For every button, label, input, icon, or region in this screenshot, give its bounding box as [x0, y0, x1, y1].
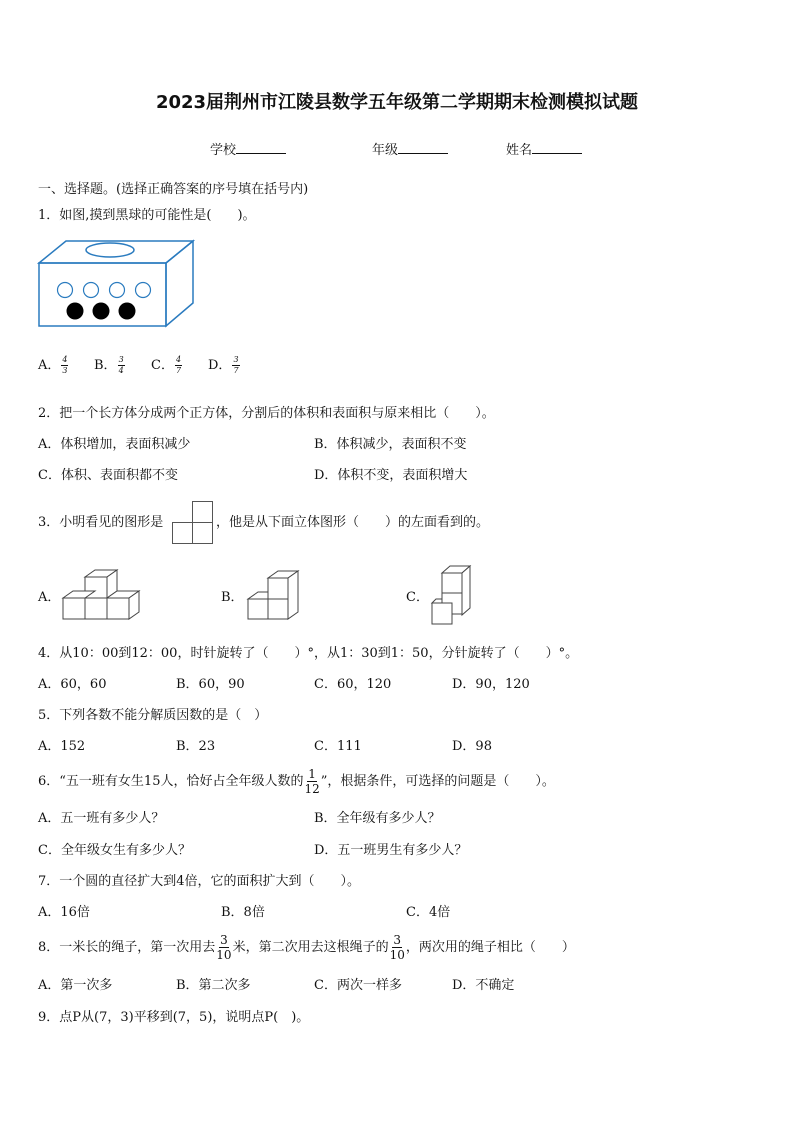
q8-option-b[interactable]: B．第二次多 — [176, 978, 251, 993]
question-7: 7．一个圆的直径扩大到4倍，它的面积扩大到（ ）。 — [38, 874, 361, 889]
q8-option-d[interactable]: D．不确定 — [452, 978, 515, 993]
question-3-part-b: ，他是从下面立体图形（ ）的左面看到的。 — [216, 515, 490, 530]
q8-option-c[interactable]: C．两次一样多 — [314, 978, 402, 993]
q1-option-a[interactable]: A． $\frac{4}{3}$ — [38, 355, 68, 375]
q4-option-d[interactable]: D．90，120 — [452, 677, 530, 692]
section-heading: 一、选择题。(选择正确答案的序号填在括号内) — [38, 182, 309, 197]
q5-option-a[interactable]: A．152 — [38, 739, 86, 754]
q2-option-b[interactable]: B．体积减少，表面积不变 — [314, 437, 467, 452]
school-blank[interactable] — [236, 141, 286, 154]
question-8: 8．一米长的绳子，第一次用去 $\frac{3}{10}$ 米，第二次用去这根绳子的 $\frac{3}{10}$ ，两次用的绳子相比（ ） — [38, 933, 575, 962]
q7-option-c[interactable]: C．4倍 — [406, 905, 451, 920]
q7-option-b[interactable]: B．8倍 — [221, 905, 265, 920]
fraction: $\frac{1}{12}$ — [304, 767, 320, 796]
question-9: 9．点P从(7，3)平移到(7，5)，说明点P( )。 — [38, 1010, 310, 1025]
q3-option-b[interactable]: B． — [221, 590, 244, 605]
question-1: 1．如图,摸到黑球的可能性是( )。 — [38, 208, 256, 223]
q3-option-a[interactable]: A． — [38, 590, 61, 605]
q7-option-a[interactable]: A．16倍 — [38, 905, 90, 920]
grade-field[interactable] — [372, 141, 448, 160]
q8-option-a[interactable]: A．第一次多 — [38, 978, 113, 993]
school-field[interactable] — [210, 141, 286, 160]
q6-option-a[interactable]: A．五一班有多少人？ — [38, 811, 165, 826]
page-title: 2023届荆州市江陵县数学五年级第二学期期末检测模拟试题 — [155, 92, 639, 113]
name-field[interactable] — [506, 141, 582, 160]
q4-option-b[interactable]: B．60，90 — [176, 677, 245, 692]
q2-option-a[interactable]: A．体积增加，表面积减少 — [38, 437, 191, 452]
question-6: 6．“五一班有女生15人，恰好占全年级人数的 $\frac{1}{12}$ ”，根据条件，可选择的问题是（ ）。 — [38, 767, 555, 796]
name-blank[interactable] — [532, 141, 582, 154]
question-3-part-a: 3．小明看见的图形是 — [38, 515, 164, 530]
cube-stack-c[interactable] — [430, 565, 474, 627]
question-2: 2．把一个长方体分成两个正方体，分割后的体积和表面积与原来相比（ ）。 — [38, 406, 495, 421]
q5-option-c[interactable]: C．111 — [314, 739, 362, 754]
white-balls — [58, 283, 151, 298]
q1-option-b[interactable]: B． $\frac{3}{4}$ — [94, 355, 124, 375]
fraction: $\frac{3}{10}$ — [216, 933, 232, 962]
grade-blank[interactable] — [398, 141, 448, 154]
left-view-figure — [171, 500, 215, 546]
cube-stack-b[interactable] — [244, 570, 300, 626]
q1-option-c[interactable]: C． $\frac{4}{7}$ — [151, 355, 182, 375]
ball-box-figure — [36, 237, 196, 329]
q4-option-a[interactable]: A．60，60 — [38, 677, 107, 692]
question-4: 4．从10：00到12：00，时针旋转了（ ）°，从1：30到1：50，分针旋转了（ ）°。 — [38, 646, 579, 661]
black-ball — [93, 303, 110, 320]
q5-option-b[interactable]: B．23 — [176, 739, 216, 754]
q5-option-d[interactable]: D．98 — [452, 739, 492, 754]
grade-label: 年级 — [372, 143, 399, 158]
q6-option-b[interactable]: B．全年级有多少人？ — [314, 811, 441, 826]
q2-option-c[interactable]: C．体积、表面积都不变 — [38, 468, 178, 483]
question-5: 5．下列各数不能分解质因数的是（ ） — [38, 708, 268, 723]
q4-option-c[interactable]: C．60，120 — [314, 677, 392, 692]
cube-stack-a[interactable] — [58, 568, 150, 626]
black-ball — [119, 303, 136, 320]
q6-option-d[interactable]: D．五一班男生有多少人？ — [314, 843, 468, 858]
q2-option-d[interactable]: D．体积不变，表面积增大 — [314, 468, 468, 483]
black-ball — [67, 303, 84, 320]
name-label: 姓名 — [506, 143, 533, 158]
q3-option-c[interactable]: C． — [406, 590, 429, 605]
q6-option-c[interactable]: C．全年级女生有多少人？ — [38, 843, 191, 858]
q1-option-d[interactable]: D． $\frac{3}{7}$ — [208, 355, 239, 375]
school-label: 学校 — [210, 143, 237, 158]
fraction: $\frac{3}{10}$ — [389, 933, 405, 962]
